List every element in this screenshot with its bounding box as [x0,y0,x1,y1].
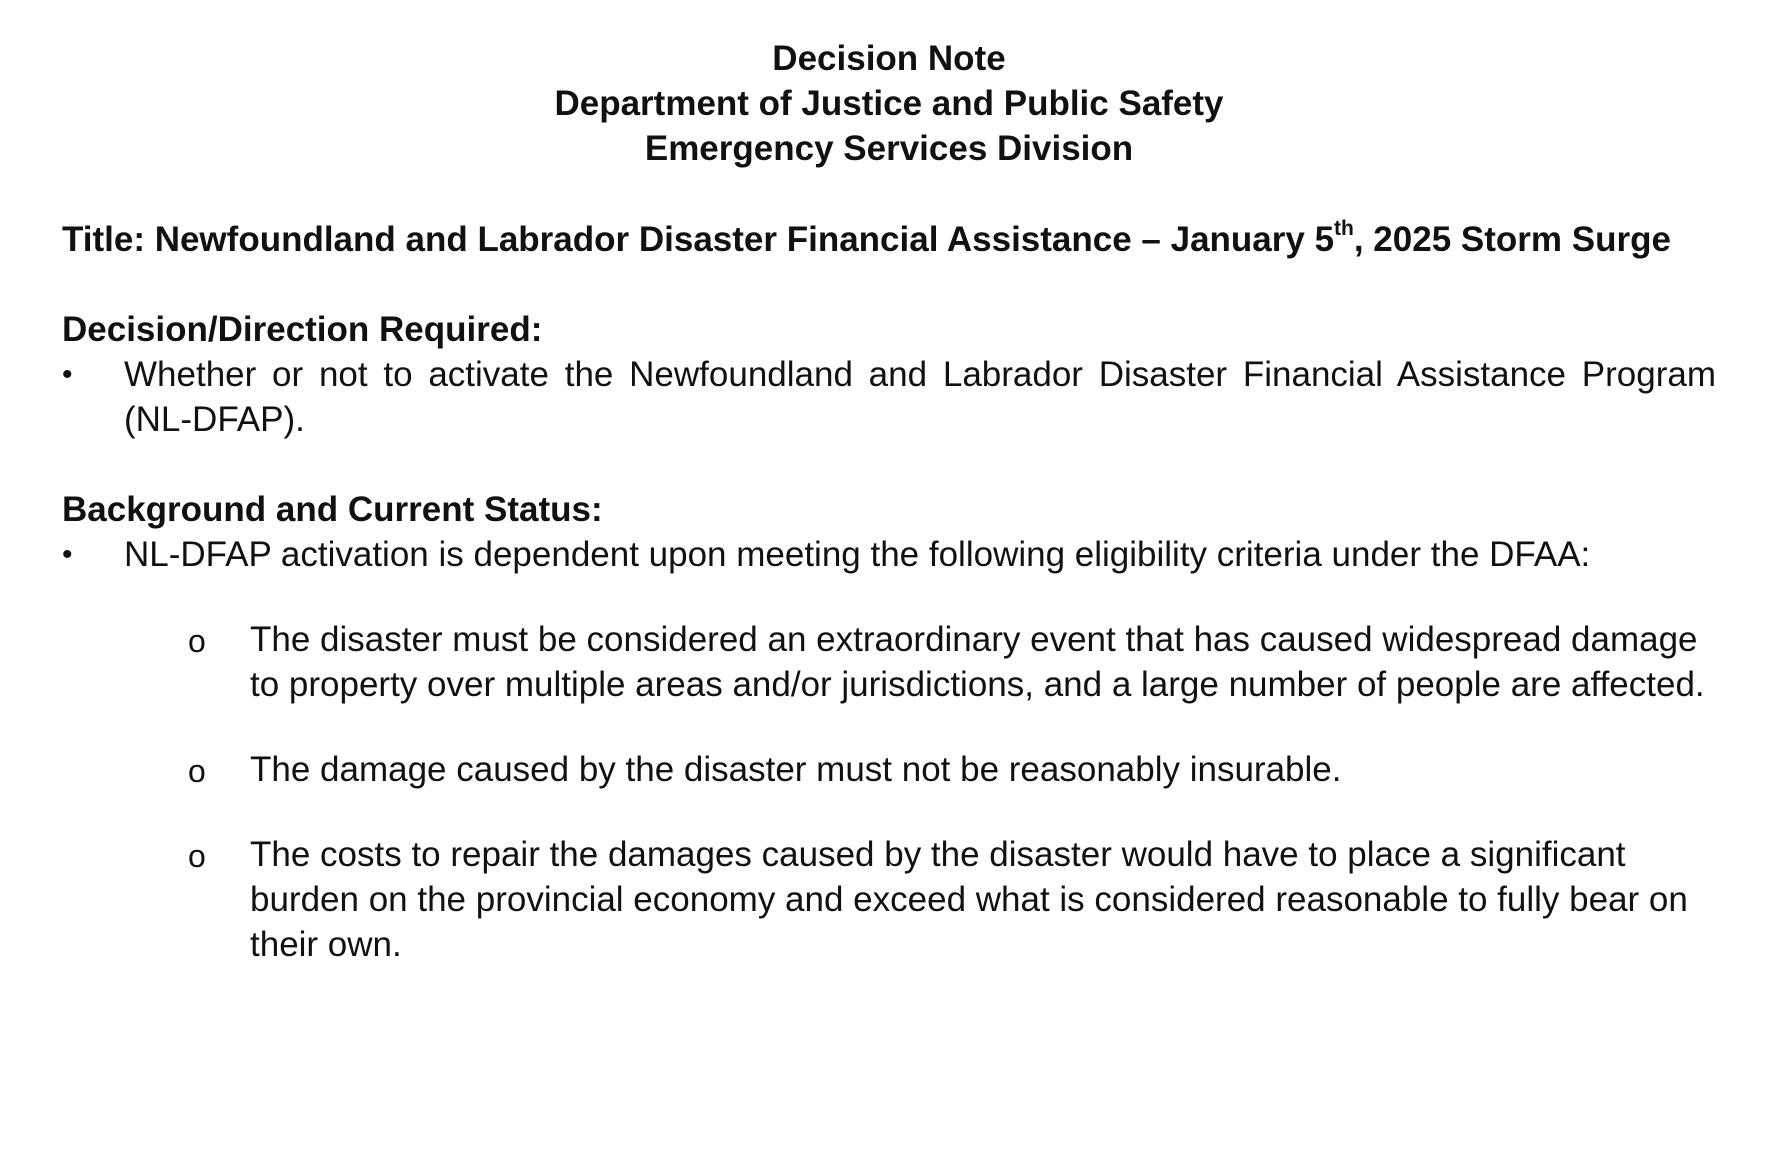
sub-bullet-marker: o [188,623,206,659]
decision-note-page [62,36,1716,1007]
background-bullet-text: NL-DFAP activation is dependent upon meeting the following eligibility criteria under the DFAA: [124,535,1591,574]
criteria-item [62,832,1716,967]
decision-bullet-text: Whether or not to activate the Newfoundland and Labrador Disaster Financial Assistance Program (NL-DFAP). [124,355,1716,439]
document-header [62,36,1716,171]
sub-bullet-marker: o [188,753,206,789]
title-prefix: Title: Newfoundland and Labrador Disaster Financial Assistance – January 5 [62,220,1335,259]
title-superscript: th [1334,217,1354,241]
criteria-text: The costs to repair the damages caused by the disaster would have to place a significant burden on the provincial economy and exceed what is considered reasonable to fully bear on their own. [250,835,1688,964]
criteria-text: The disaster must be considered an extraordinary event that has caused widespread damage to property over multiple areas and/or jurisdictions, and a large number of people are affected. [250,620,1705,704]
document-title [62,217,1716,262]
criteria-item [62,617,1716,707]
sub-bullet-marker: o [188,838,206,874]
criteria-item [62,747,1716,792]
bullet-marker: • [62,358,73,391]
header-division: Emergency Services Division [644,129,1134,168]
header-doc-type: Decision Note [772,39,1006,78]
decision-bullet [62,352,1716,442]
background-heading: Background and Current Status: [62,490,603,529]
decision-heading: Decision/Direction Required: [62,310,543,349]
criteria-text: The damage caused by the disaster must not be reasonably insurable. [250,750,1342,789]
bullet-marker: • [62,538,73,571]
title-suffix: , 2025 Storm Surge [1353,220,1671,259]
criteria-list [62,617,1716,967]
header-department: Department of Justice and Public Safety [554,84,1224,123]
background-bullet [62,532,1716,577]
